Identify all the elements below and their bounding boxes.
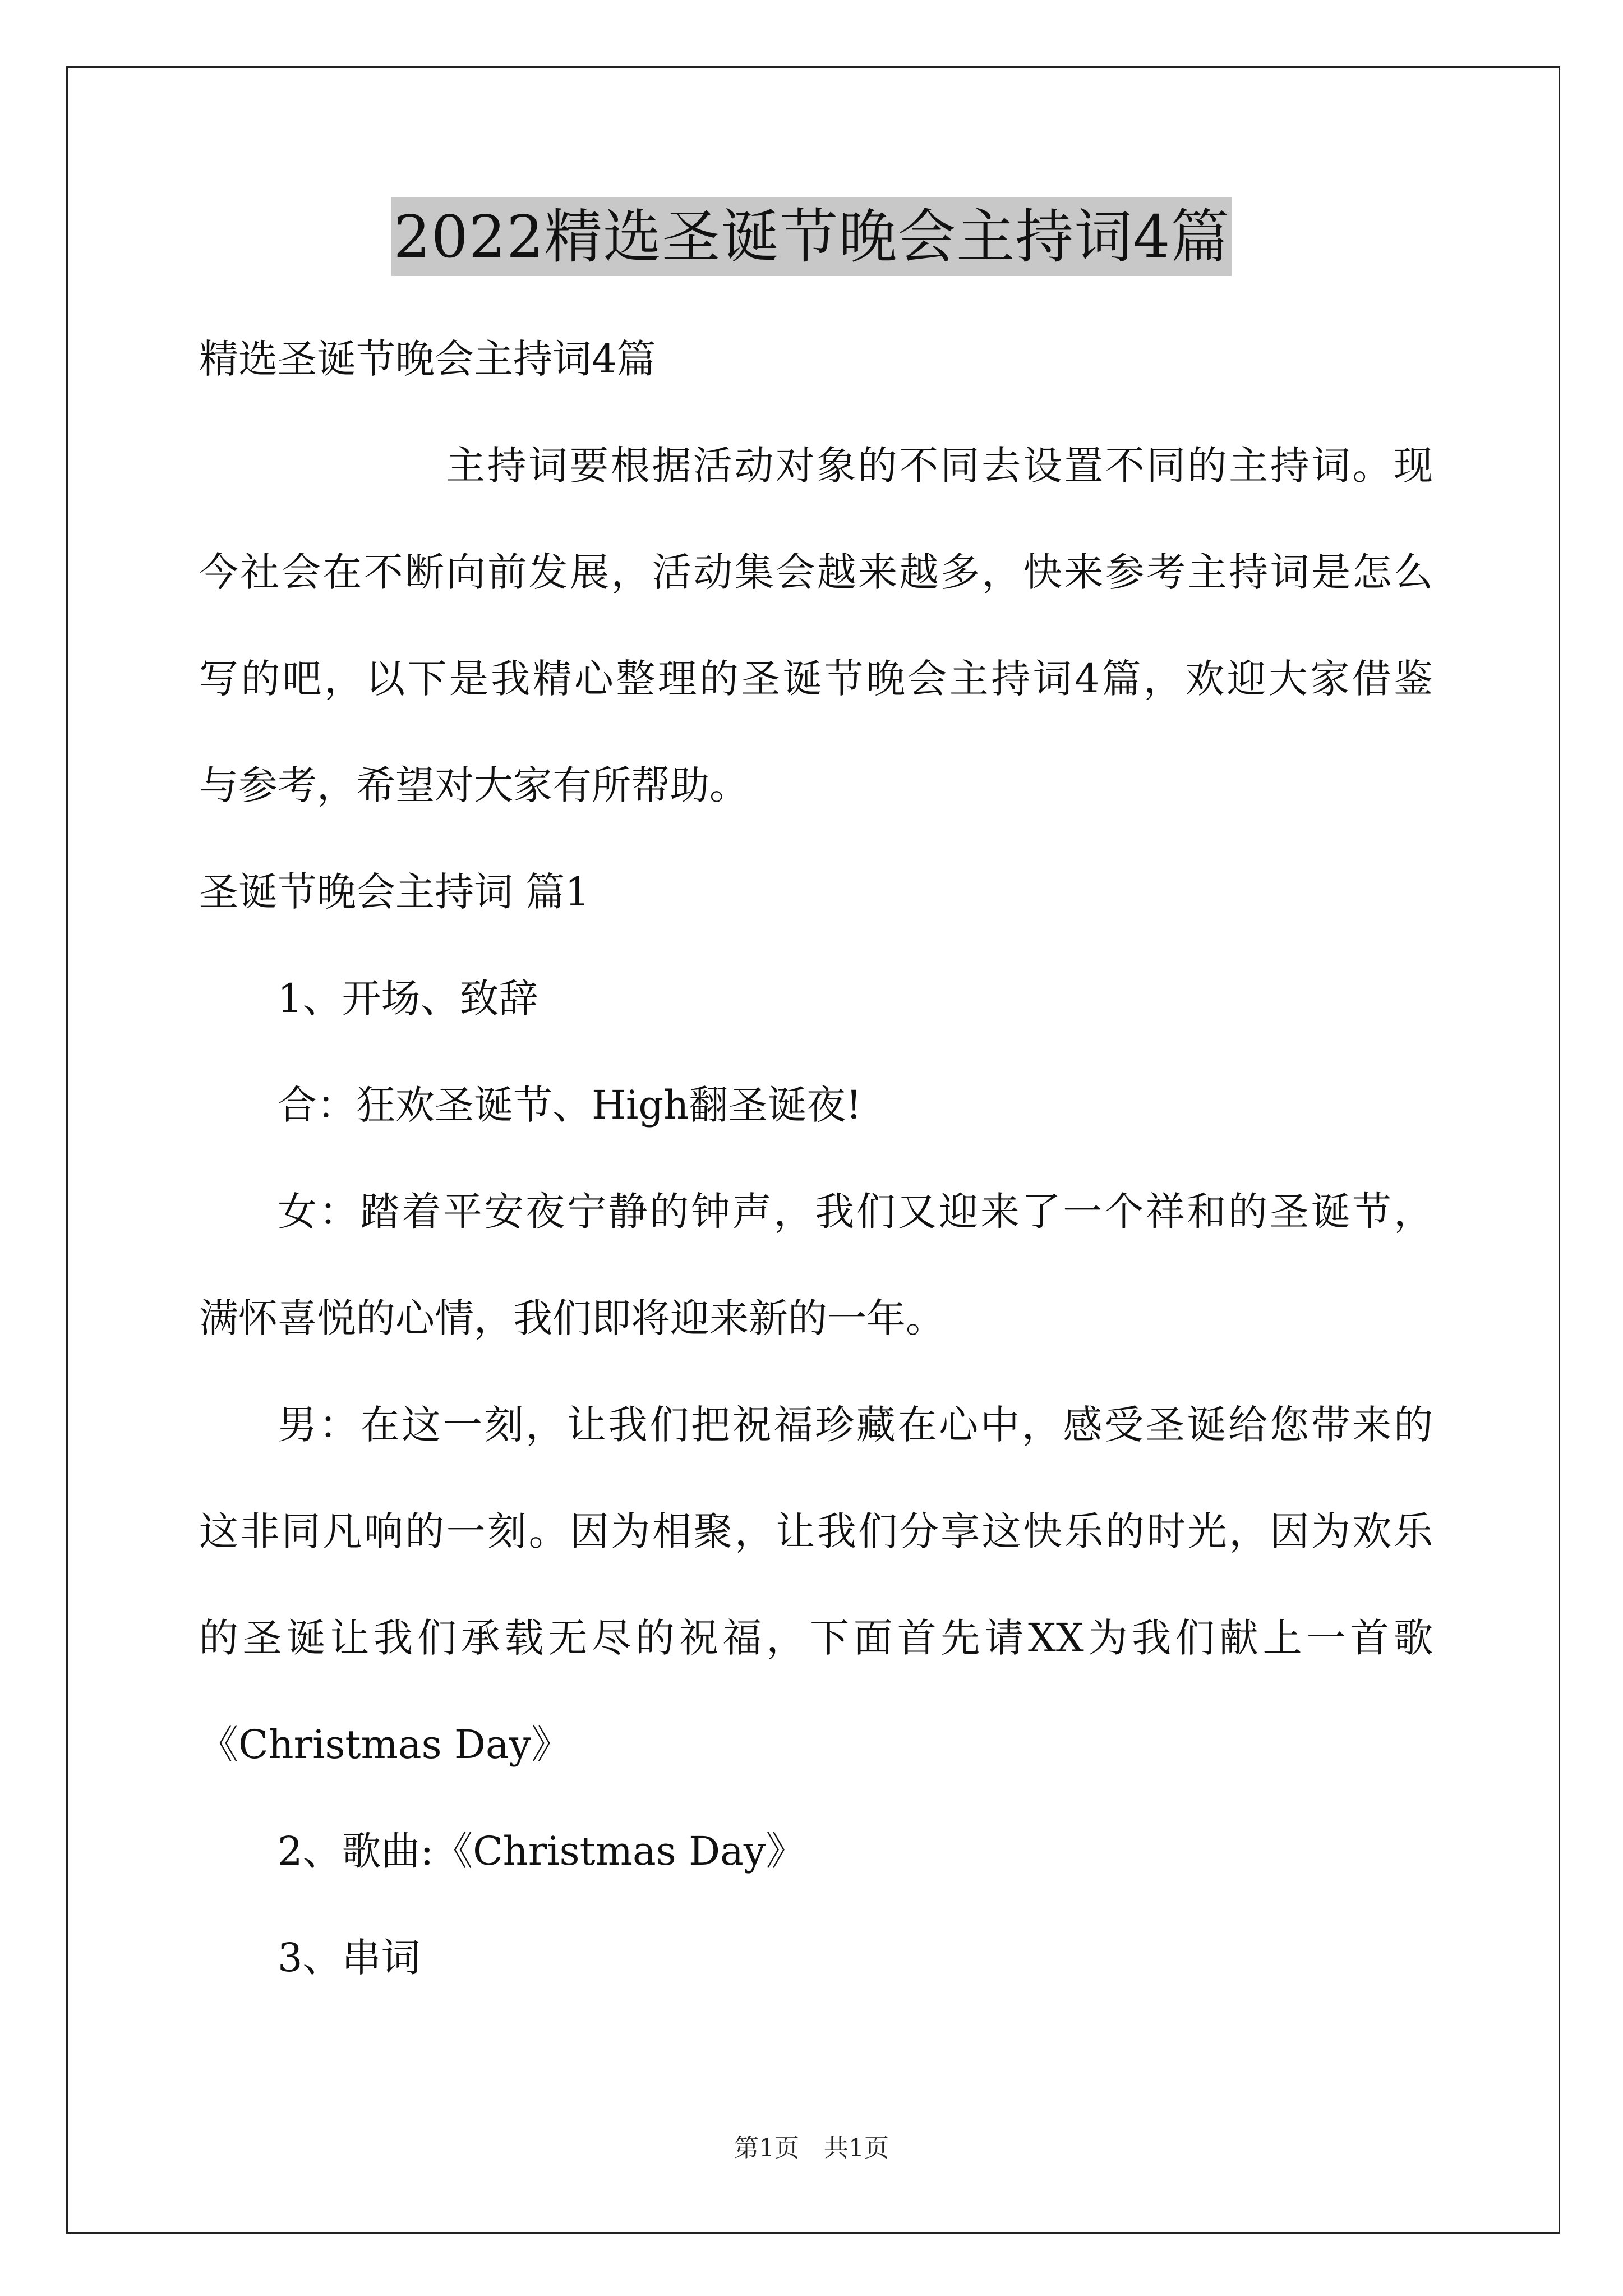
paragraph-line: 与参考，希望对大家有所帮助。 [199, 762, 749, 808]
dialogue-line: 满怀喜悦的心情，我们即将迎来新的一年。 [199, 1295, 945, 1341]
document-body [199, 306, 1433, 2011]
section-heading: 圣诞节晚会主持词 篇1 [199, 869, 590, 915]
dialogue-line: 男：在这一刻，让我们把祝福珍藏在心中，感受圣诞给您带来的 [278, 1402, 1433, 1448]
dialogue-line: 女：踏着平安夜宁静的钟声，我们又迎来了一个祥和的圣诞节， [278, 1189, 1433, 1235]
paragraph-line: 写的吧，以下是我精心整理的圣诞节晚会主持词4篇，欢迎大家借鉴 [199, 656, 1433, 702]
subtitle-line: 精选圣诞节晚会主持词4篇 [199, 336, 656, 382]
title-wrap [0, 197, 1623, 276]
dialogue-line: 这非同凡响的一刻。因为相聚，让我们分享这快乐的时光，因为欢乐 [199, 1508, 1433, 1554]
dialogue-line: 的圣诞让我们承载无尽的祝福，下面首先请XX为我们献上一首歌 [199, 1615, 1433, 1661]
dialogue-line: 合：狂欢圣诞节、High翻圣诞夜! [278, 1082, 862, 1128]
list-item: 3、串词 [278, 1935, 421, 1981]
document-title: 2022精选圣诞节晚会主持词4篇 [391, 197, 1232, 276]
list-item: 1、开场、致辞 [278, 976, 538, 1022]
page-footer: 第1页 共1页 [734, 2134, 889, 2162]
paragraph-line: 主持词要根据活动对象的不同去设置不同的主持词。现 [446, 443, 1433, 489]
dialogue-line: 《Christmas Day》 [199, 1722, 571, 1768]
list-item: 2、歌曲:《Christmas Day》 [278, 1828, 805, 1874]
paragraph-line: 今社会在不断向前发展，活动集会越来越多，快来参考主持词是怎么 [199, 549, 1433, 595]
